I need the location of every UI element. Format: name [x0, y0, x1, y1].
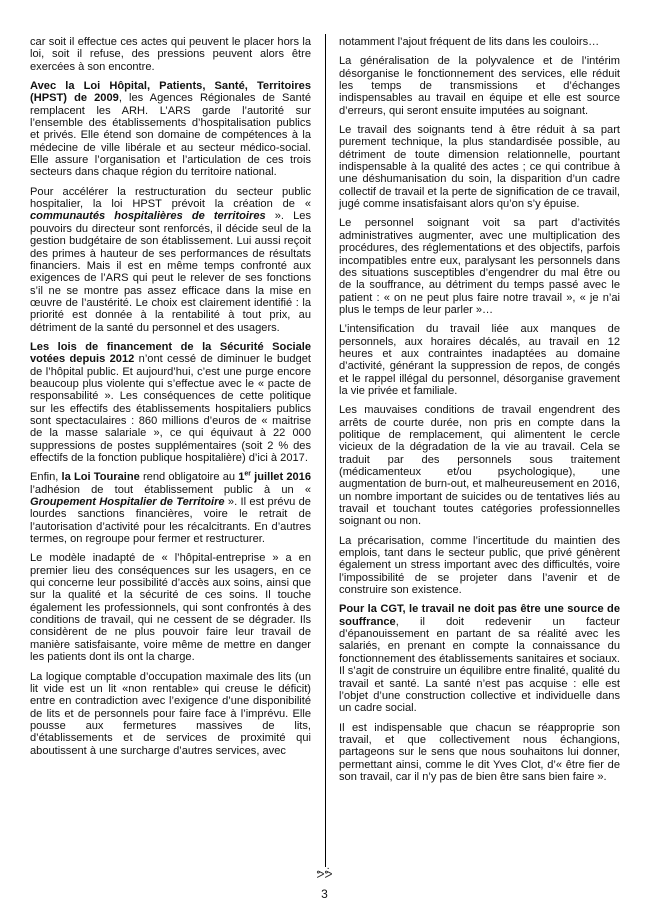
left-column [30, 36, 311, 764]
bold-italic-term: communautés hospitalières de territoires [30, 210, 266, 223]
paragraph: Pour accélérer la restructuration du secteur public hospitalier, la loi HPST prévoit la création de « communautés hospitalières de territoires ». Les pouvoirs du directeur sont renforcés, il décide seul de la gestion budgétaire de son établissement. Lui aussi reçoit des primes à hauteur de ses performances de résultats financiers. Mais il est en même temps confronté aux exigences de l’ARS qui peut le relever de ses fonctions s’il ne se montre pas assez efficace dans la mise en œuvre de l’austérité. Le choix est clairement identifié : la priorité est donnée à la rentabilité à tout prix, au détriment de la santé du personnel et des usagers. [30, 185, 311, 334]
paragraph: La généralisation de la polyvalence et de l’intérim désorganise le fonctionnement des services, elle réduit les temps de transmissions et d’échanges indispensables au travail en équipe et elle est source d’erreurs, qui seront ensuite imputées au soignant. [339, 55, 620, 117]
column-divider [325, 34, 326, 867]
footer-ornament: ᕗᕘ [316, 868, 333, 881]
paragraph: Le travail des soignants tend à être réduit à sa part purement technique, la plus standardisée possible, au détriment de toute dimension relationnelle, pourtant indispensable à la qualité des actes ; ce qui contribue à une déshumanisation du soin, la disparition d’un cadre collectif de travail et la perte de signification de ce travail, jugé comme insatisfaisant alors qu’on s’y épuise. [339, 124, 620, 211]
paragraph: Le modèle inadapté de « l’hôpital-entreprise » a en premier lieu des conséquences sur les usagers, en ce qui concerne leur possibilité d’accès aux soins, ainsi que sur la qualité et la sécurité de ces soins. Il touche également les professionnels, qui sont confrontés à des conditions de travail, qui ne cessent de se dégrader. Ils considèrent de ne plus pouvoir faire leur travail de manière satisfaisante, voire même de mettre en danger les patients dont ils ont la charge. [30, 552, 311, 664]
bold-lead: Avec la Loi Hôpital, Patients, Santé, Territoires (HPST) de 2009 [30, 80, 311, 105]
paragraph: Les lois de financement de la Sécurité Sociale votées depuis 2012 n’ont cessé de diminuer le budget de l’hôpital public. Et aujourd’hui, c’est une purge encore beaucoup plus violente qui s’effectue avec le « pacte de responsabilité ». Les conséquences de cette politique sur les effectifs des établissements hospitaliers publics sont spectaculaires : 860 millions d’euros de « maitrise de la masse salariale », ce qui équivaut à 22 000 suppressions de postes supplémentaires (soit 2 % des effectifs de la fonction publique hospitalière) d’ici à 2017. [30, 340, 311, 464]
paragraph: Pour la CGT, le travail ne doit pas être une source de souffrance, il doit redevenir un facteur d’épanouissement en partant de sa réalité avec les salariés, en prenant en compte la connaissance du fonctionnement des établissements sanitaires et sociaux. Il s’agit de construire un équilibre entre finalité, qualité du travail et santé. La santé n’est pas acquise : elle est l’objet d’une construction collective et individuelle dans un cadre social. [339, 603, 620, 715]
bold-lead: Les lois de financement de la Sécurité Sociale votées depuis 2012 [30, 340, 311, 366]
bold-term: la Loi Touraine [61, 471, 140, 484]
paragraph: La précarisation, comme l’incertitude du maintien des emplois, tant dans le secteur public, que privé génèrent également un stress important avec des difficultés, voire l’impossibilité de se projeter dans l’avenir et de construire son existence. [339, 534, 620, 597]
paragraph: La logique comptable d’occupation maximale des lits (un lit vide est un lit «non rentable» qui creuse le déficit) entre en contradiction avec l’exigence d’une disponibilité de lits et de personnels pour faire face à l’imprévu. Elle pousse aux fermetures massives de lits, d’établissements et de services de proximité qui aboutissent à une surcharge d’autres services, avec [30, 670, 311, 757]
paragraph: car soit il effectue ces actes qui peuvent le placer hors la loi, soit il refuse, des pressions peuvent alors être exercées à son encontre. [30, 36, 311, 73]
bold-lead: Pour la CGT, le travail ne doit pas être une source de souffrance [339, 603, 620, 628]
bold-italic-term: Groupement Hospitalier de Territoire [30, 496, 225, 509]
page-number: 3 [321, 887, 328, 901]
paragraph: Les mauvaises conditions de travail engendrent des arrêts de courte durée, non pris en compte dans la politique de remplacement, qui alimentent le cercle vicieux de la dégradation de la vie au travail. Cela se traduit par des personnels sous traitement (médicamenteux et/ou psychologique), une augmentation de burn-out, et malheureusement en 2016, un nombre important de suicides ou de tentatives liés au travail et touchant toutes catégories professionnelles soignant ou non. [339, 404, 620, 528]
right-column [339, 36, 620, 790]
paragraph: L’intensification du travail liée aux manques de personnels, aux horaires décalés, au travail en 12 heures et aux contraintes inadaptées au domaine d’activité, générant la suppression de repos, de congés et le rappel illégal du personnel, désorganise gravement la vie privée et familiale. [339, 323, 620, 397]
paragraph: Enfin, la Loi Touraine rend obligatoire au 1er juillet 2016 l’adhésion de tout établissement public à un « Groupement Hospitalier de Territoire ». Il est prévu de lourdes sanctions financières, voire le retrait de l’autorisation d’activité pour les récalcitrants. En d’autres termes, on regroupe pour fermer et restructurer. [30, 470, 312, 546]
paragraph: Il est indispensable que chacun se réapproprie son travail, et que collectivement nous échangions, partageons sur le sens que nous souhaitons lui donner, permettant ainsi, comme le dit Yves Clot, d’« être fier de son travail, car il n’y pas de bien être sans bien faire ». [339, 721, 620, 783]
paragraph: Avec la Loi Hôpital, Patients, Santé, Territoires (HPST) de 2009, les Agences Régionales de Santé remplacent les ARH. L’ARS garde l’autorité sur l’ensemble des établissements d’hospitalisation publics et privés. Elle étend son domaine de compétences à la médecine de ville libérale et au secteur médico-social. Elle assure l’organisation et l’articulation de ces trois secteurs dans chaque région du territoire national. [30, 80, 311, 179]
paragraph: notamment l’ajout fréquent de lits dans les couloirs… [339, 36, 600, 48]
paragraph: Le personnel soignant voit sa part d’activités administratives augmenter, avec une multiplication des procédures, des réglementations et des objectifs, parfois incompatibles entre eux, paralysant les personnels dans des situations susceptibles d’engendrer du mal être ou de la souffrance, au détriment du temps passé avec le patient : « on ne peut plus faire notre travail », « je n’ai plus le temps de leur parler »… [339, 217, 620, 316]
